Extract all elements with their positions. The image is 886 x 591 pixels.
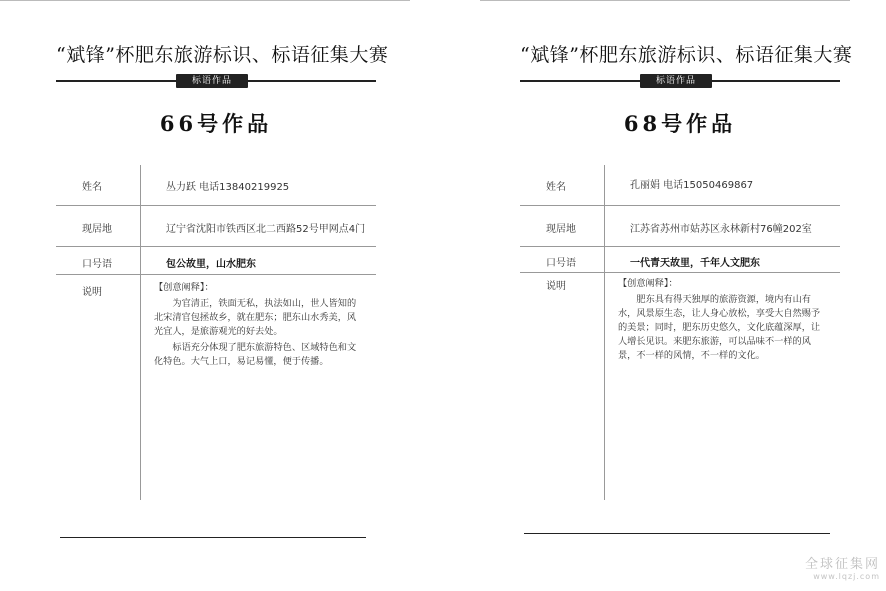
entry-table: [56, 165, 376, 500]
page-bottom-rule: [60, 537, 366, 538]
address-label: 现居地: [546, 224, 576, 235]
site-watermark: [805, 553, 880, 581]
page-bottom-rule: [524, 533, 830, 534]
address-label: 现居地: [82, 224, 112, 235]
address-value: 江苏省苏州市姑苏区永林新村76幢202室: [630, 224, 812, 235]
description-heading: 【创意阐释】：: [618, 278, 678, 289]
description-text: [154, 281, 364, 369]
category-badge: 标语作品: [176, 74, 248, 88]
name-value: 丛力跃 电话13840219925: [166, 182, 290, 193]
table-divider-horizontal: [56, 246, 376, 247]
address-value: 辽宁省沈阳市铁西区北二西路52号甲网点4门: [166, 224, 366, 235]
description-paragraph: 肥东具有得天独厚的旅游资源，境内有山有水，风景原生态，让人身心放松，享受大自然赐予的美景；同时，肥东历史悠久，文化底蕴深厚，让人增长见识。来肥东旅游，可以品味不一样的风景，不一样的风情，不一样的文化。: [618, 294, 821, 361]
work-number: 66号作品: [159, 111, 273, 136]
slogan-value: 一代青天故里，千年人文肥东: [630, 258, 760, 269]
description-label: 说明: [82, 287, 102, 298]
table-divider-vertical: [604, 165, 605, 500]
name-value: 孔丽娟 电话15050469867: [630, 180, 754, 191]
description-text: [618, 277, 828, 363]
page-top-border: [480, 0, 850, 1]
description-paragraph: 为官清正，铁面无私，执法如山，世人皆知的北宋清官包拯故乡，就在肥东；肥东山水秀美，风光宜人，是旅游观光的好去处。: [154, 298, 357, 337]
name-label: 姓名: [82, 182, 102, 193]
contest-title: “斌锋”杯肥东旅游标识、标语征集大赛: [56, 44, 389, 66]
work-number: 68号作品: [623, 111, 737, 136]
watermark-url: www.lqzj.com: [813, 572, 880, 581]
table-divider-horizontal: [56, 205, 376, 206]
entry-sheet-66: [56, 0, 389, 591]
watermark-logo: 全球征集网: [804, 557, 880, 572]
slogan-value: 包公故里，山水肥东: [166, 259, 256, 270]
table-divider-horizontal: [520, 205, 840, 206]
table-divider-vertical: [140, 165, 141, 500]
entry-table: [520, 165, 840, 500]
description-paragraph: 标语充分体现了肥东旅游特色、区域特色和文化特色。大气上口，易记易懂，便于传播。: [154, 342, 357, 367]
table-divider-horizontal: [520, 272, 840, 273]
slogan-label: 口号语: [546, 258, 576, 269]
page-top-border: [0, 0, 410, 1]
category-badge: 标语作品: [640, 74, 712, 88]
table-divider-horizontal: [520, 246, 840, 247]
contest-title: “斌锋”杯肥东旅游标识、标语征集大赛: [520, 44, 853, 66]
table-divider-horizontal: [56, 274, 376, 275]
name-label: 姓名: [546, 182, 566, 193]
description-heading: 【创意阐释】：: [154, 282, 214, 293]
description-label: 说明: [546, 281, 566, 292]
slogan-label: 口号语: [82, 259, 112, 270]
